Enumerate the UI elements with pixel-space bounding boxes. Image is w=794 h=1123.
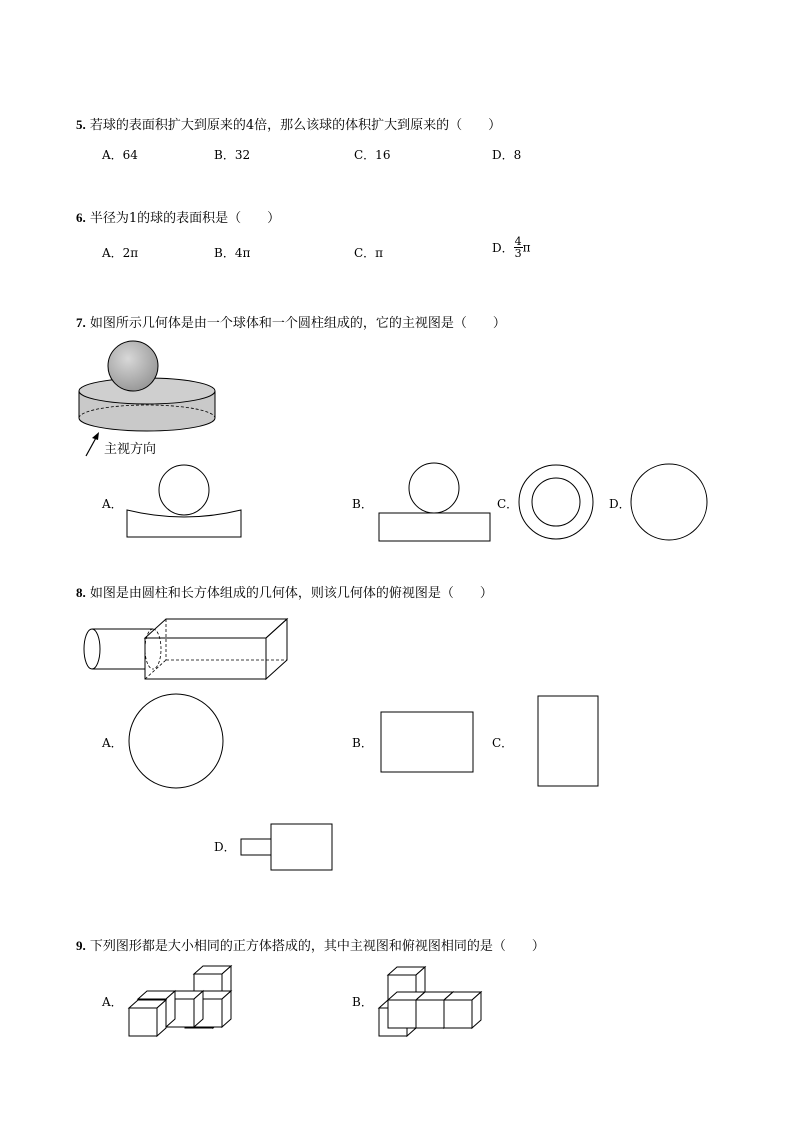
option-d[interactable]: D． [609, 497, 631, 511]
question-number: 6. [76, 210, 86, 225]
fraction-denominator: 3 [514, 247, 522, 260]
option-d[interactable]: D．8 [492, 148, 522, 162]
question-number: 9. [76, 938, 86, 953]
option-c[interactable]: C． [497, 497, 519, 511]
unit-cube [129, 1000, 166, 1036]
unit-cube [444, 992, 481, 1028]
option-b[interactable]: B． [352, 736, 373, 750]
option-b[interactable]: B．32 [214, 148, 251, 162]
question-number: 5. [76, 117, 86, 132]
option-c[interactable]: C．16 [354, 148, 391, 162]
question-text: 若球的表面积扩大到原来的4倍，那么该球的体积扩大到原来的（ ） [89, 118, 502, 133]
option-a[interactable]: A．2π [102, 246, 139, 260]
question-text: 下列图形都是大小相同的正方体搭成的，其中主视图和俯视图相同的是（ ） [89, 939, 545, 954]
question-text: 如图所示几何体是由一个球体和一个圆柱组成的，它的主视图是（ ） [89, 316, 506, 331]
option-a[interactable]: A． [102, 995, 123, 1009]
fraction-numerator: 4 [514, 235, 522, 248]
question-text: 半径为1的球的表面积是（ ） [89, 211, 281, 226]
option-a[interactable]: A． [102, 736, 123, 750]
question-number: 7. [76, 315, 86, 330]
view-direction-label: 主视方向 [104, 442, 157, 457]
option-b[interactable]: B．4π [214, 246, 251, 260]
option-b[interactable]: B． [352, 995, 373, 1009]
question-text: 如图是由圆柱和长方体组成的几何体，则该几何体的俯视图是（ ） [89, 586, 493, 601]
option-a[interactable]: A．64 [102, 148, 138, 162]
option-d-label: D． [492, 241, 514, 255]
option-a[interactable]: A． [102, 497, 123, 511]
option-c[interactable]: C．π [354, 246, 384, 260]
pi-symbol: π [522, 240, 531, 255]
question-number: 8. [76, 585, 86, 600]
option-c[interactable]: C． [492, 736, 514, 750]
option-b[interactable]: B． [352, 497, 373, 511]
option-d[interactable]: D． [214, 840, 236, 854]
